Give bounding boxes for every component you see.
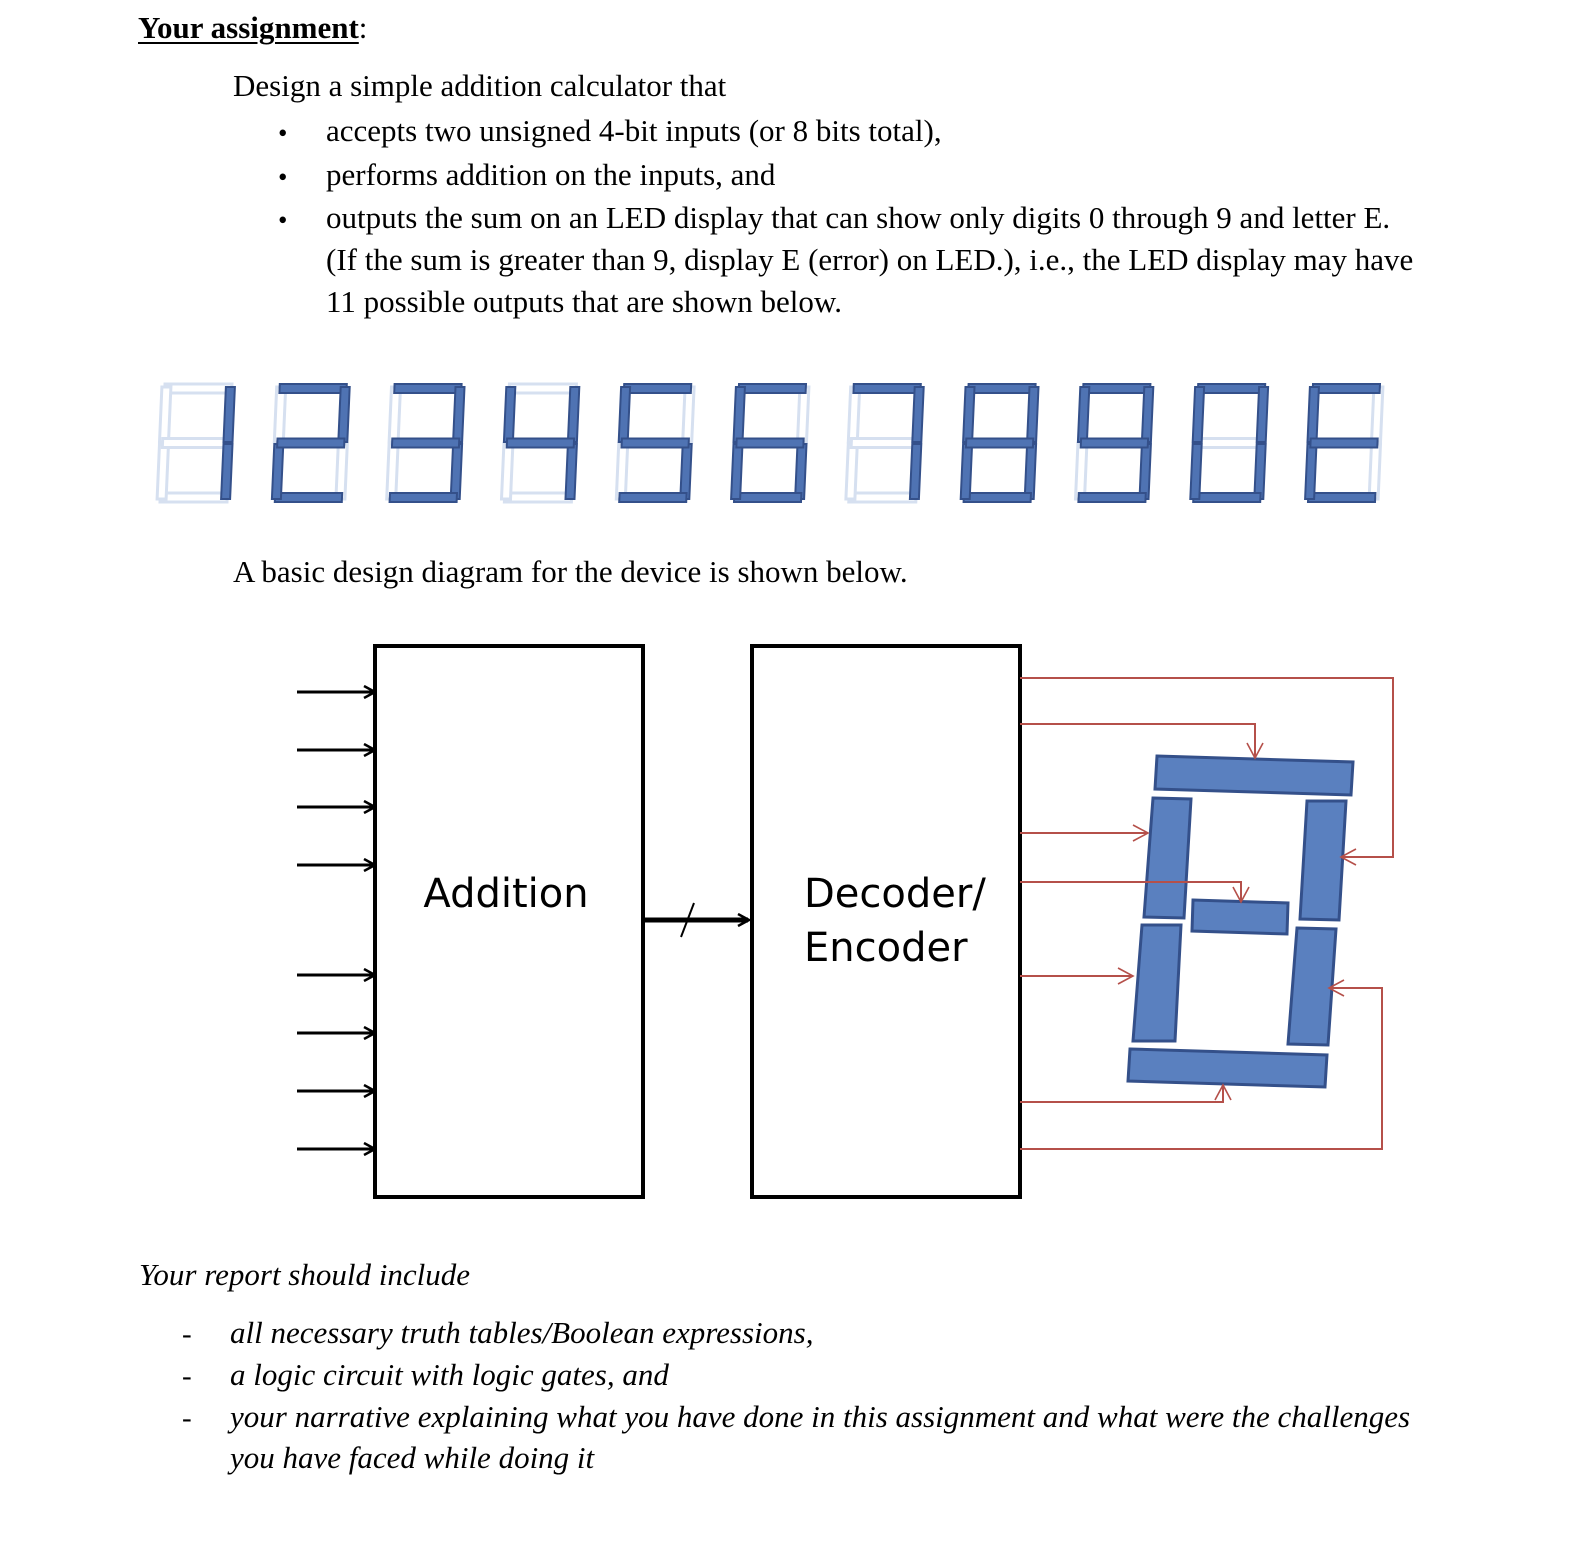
intro-text: Design a simple addition calculator that xyxy=(233,68,727,103)
segment-b xyxy=(1300,801,1346,920)
addition-label: Addition xyxy=(423,871,589,917)
decoder-label-line2: Encoder xyxy=(804,925,968,971)
bullet-text: performs addition on the inputs, and xyxy=(326,157,776,192)
assignment-heading: Your assignment: xyxy=(138,10,368,45)
dash-marker: - xyxy=(182,1402,192,1434)
bullet-text: outputs the sum on an LED display that can show only digits 0 through 9 and letter E. xyxy=(326,200,1391,235)
report-item: all necessary truth tables/Boolean expressions, xyxy=(230,1315,814,1350)
bullet-text: (If the sum is greater than 9, display E (error) on LED.), i.e., the LED display may have xyxy=(326,242,1414,277)
big-seven-segment xyxy=(1128,756,1353,1087)
segment-d xyxy=(1128,1049,1327,1087)
segment-g xyxy=(1192,900,1288,934)
bullet-text: accepts two unsigned 4-bit inputs (or 8 bits total), xyxy=(326,113,942,148)
segment-e xyxy=(1133,925,1181,1041)
decoder-label-line1: Decoder/ xyxy=(804,871,986,917)
report-heading: Your report should include xyxy=(139,1257,470,1292)
bullet-text: 11 possible outputs that are shown below. xyxy=(326,284,843,319)
diagram-intro-text: A basic design diagram for the device is shown below. xyxy=(233,554,908,589)
bullet-marker: • xyxy=(278,205,288,235)
segment-c xyxy=(1288,928,1336,1045)
dash-marker: - xyxy=(182,1360,192,1392)
report-item: your narrative explaining what you have done in this assignment and what were the challenges xyxy=(230,1399,1411,1434)
decoder-block xyxy=(752,646,1020,1197)
report-item: you have faced while doing it xyxy=(230,1440,595,1475)
segment-a xyxy=(1155,756,1353,795)
dash-marker: - xyxy=(182,1318,192,1350)
bullet-marker: • xyxy=(278,118,288,148)
bullet-marker: • xyxy=(278,162,288,192)
input-arrows xyxy=(297,692,374,1149)
wire-d xyxy=(1020,1086,1223,1102)
wire-a xyxy=(1020,724,1255,757)
wire-g xyxy=(1020,882,1241,901)
report-item: a logic circuit with logic gates, and xyxy=(230,1357,669,1392)
addition-block xyxy=(375,646,643,1197)
segment-f xyxy=(1144,798,1191,918)
